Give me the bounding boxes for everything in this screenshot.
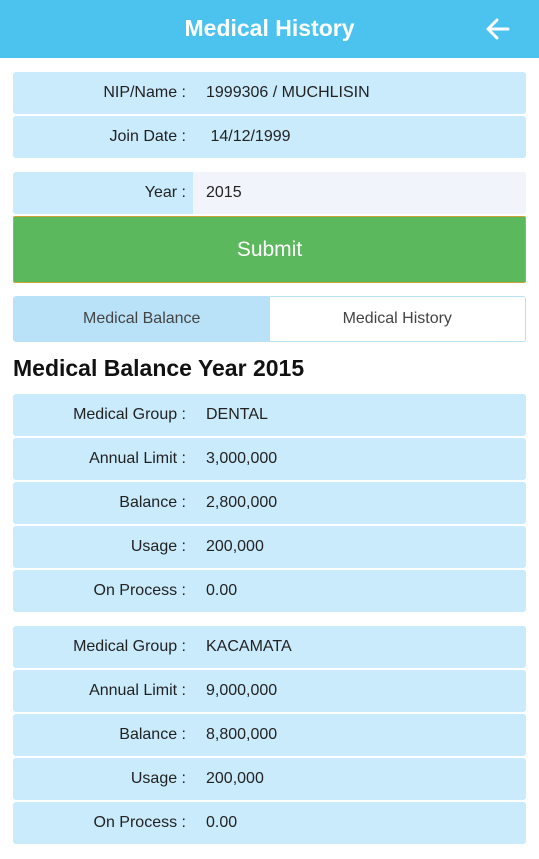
medical-group-value: DENTAL (193, 394, 526, 436)
tab-medical-balance[interactable]: Medical Balance (14, 297, 270, 341)
year-input[interactable] (193, 172, 526, 214)
usage-label: Usage : (13, 758, 193, 800)
back-button[interactable] (483, 14, 513, 44)
nip-row (13, 72, 526, 114)
join-date-label: Join Date : (13, 116, 193, 158)
on-process-row (13, 570, 526, 612)
nip-label: NIP/Name : (13, 72, 193, 114)
medical-group-value: KACAMATA (193, 626, 526, 668)
medical-group-row (13, 626, 526, 668)
on-process-label: On Process : (13, 570, 193, 612)
year-row (13, 172, 526, 214)
balance-row (13, 482, 526, 524)
medical-group-label: Medical Group : (13, 394, 193, 436)
on-process-value: 0.00 (193, 802, 526, 844)
annual-limit-row (13, 670, 526, 712)
year-label: Year : (13, 172, 193, 214)
annual-limit-value: 9,000,000 (193, 670, 526, 712)
balance-group-dental (13, 394, 526, 612)
balance-label: Balance : (13, 714, 193, 756)
main-content (13, 72, 526, 858)
tab-medical-history[interactable]: Medical History (270, 297, 526, 341)
balance-group-kacamata (13, 626, 526, 844)
on-process-value: 0.00 (193, 570, 526, 612)
annual-limit-label: Annual Limit : (13, 438, 193, 480)
annual-limit-row (13, 438, 526, 480)
app-bar (0, 0, 539, 58)
section-title: Medical Balance Year 2015 (13, 355, 305, 381)
on-process-row (13, 802, 526, 844)
balance-value: 8,800,000 (193, 714, 526, 756)
usage-row (13, 758, 526, 800)
tab-bar (13, 296, 526, 342)
balance-label: Balance : (13, 482, 193, 524)
medical-group-row (13, 394, 526, 436)
annual-limit-value: 3,000,000 (193, 438, 526, 480)
join-date-value: 14/12/1999 (193, 116, 526, 158)
on-process-label: On Process : (13, 802, 193, 844)
usage-value: 200,000 (193, 526, 526, 568)
annual-limit-label: Annual Limit : (13, 670, 193, 712)
nip-value: 1999306 / MUCHLISIN (193, 72, 526, 114)
usage-value: 200,000 (193, 758, 526, 800)
usage-row (13, 526, 526, 568)
arrow-left-icon (483, 14, 513, 44)
balance-value: 2,800,000 (193, 482, 526, 524)
usage-label: Usage : (13, 526, 193, 568)
balance-row (13, 714, 526, 756)
medical-group-label: Medical Group : (13, 626, 193, 668)
submit-button[interactable]: Submit (13, 216, 526, 283)
join-date-row (13, 116, 526, 158)
page-title: Medical History (184, 15, 355, 41)
